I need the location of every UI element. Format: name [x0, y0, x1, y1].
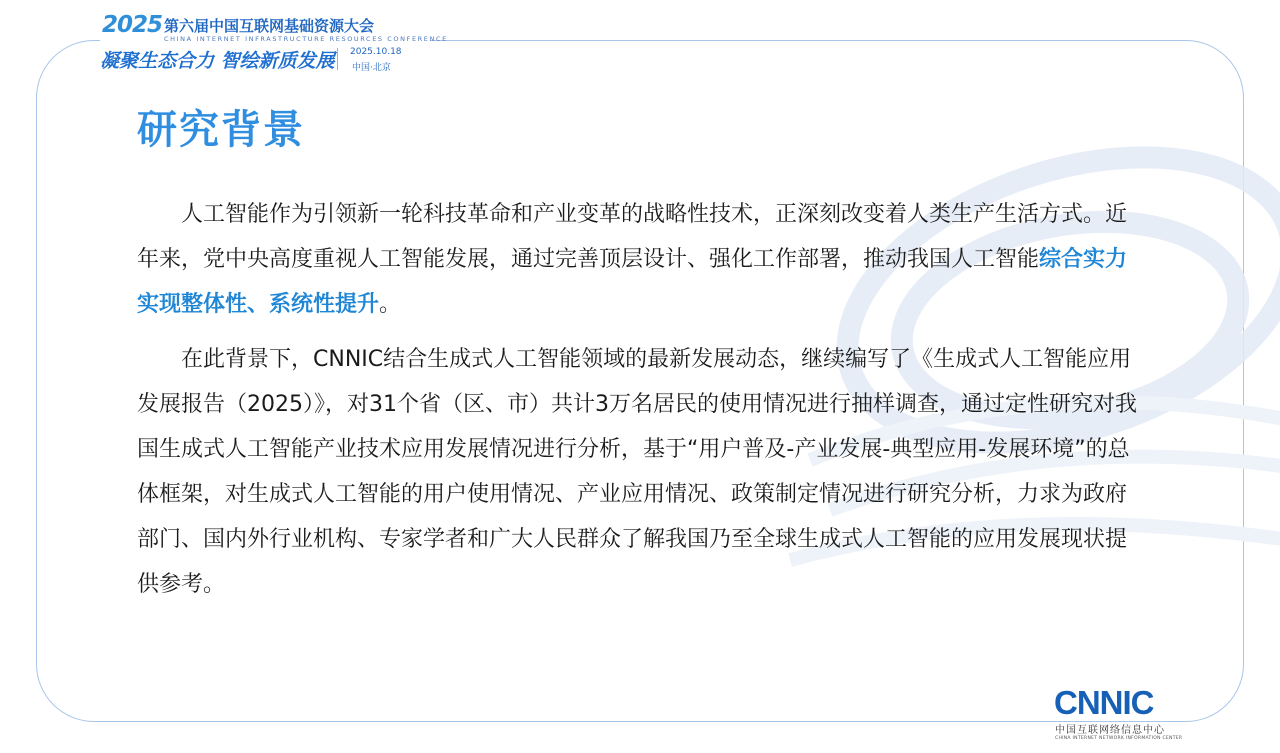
conference-date: 2025.10.18 — [350, 47, 402, 57]
conference-divider — [337, 48, 338, 70]
conference-year: 2025 — [102, 12, 163, 38]
logo-english-name: CHINA INTERNET NETWORK INFORMATION CENTER — [1055, 736, 1183, 741]
conference-title: 第六届中国互联网基础资源大会 — [164, 17, 375, 35]
paragraph-1-text: 人工智能作为引领新一轮科技革命和产业变革的战略性技术，正深刻改变着人类生产生活方式。近年来，党中央高度重视人工智能发展，通过完善顶层设计、强化工作部署，推动我国人工智能 — [137, 202, 1128, 272]
logo-chinese-name: 中国互联网络信息中心 — [1055, 725, 1165, 736]
conference-header — [100, 12, 448, 74]
cnnic-logo — [1052, 686, 1187, 746]
paragraph-1 — [137, 192, 1147, 327]
conference-title-en: CHINA INTERNET INFRASTRUCTURE RESOURCES CONFERENCE — [164, 35, 448, 43]
conference-slogan: 凝聚生态合力 智绘新质发展 — [100, 50, 335, 72]
logo-wordmark: CNNIC — [1054, 684, 1154, 721]
paragraph-1-end: 。 — [379, 292, 402, 317]
body-text — [137, 192, 1147, 607]
paragraph-2: 在此背景下，CNNIC结合生成式人工智能领域的最新发展动态，继续编写了《生成式人工智能应用发展报告（2025）》，对31个省（区、市）共计3万名居民的使用情况进行抽样调查，通过定性研究对我国生成式人工智能产业技术应用发展情况进行分析，基于“用户普及-产业发展-典型应用-发展环境”的总体框架，对生成式人工智能的用户使用情况、产业应用情况、政策制定情况进行研究分析，力求为政府部门、国内外行业机构、专家学者和广大人民群众了解我国乃至全球生成式人工智能的应用发展现状提供参考。 — [137, 347, 1137, 597]
page-title: 研究背景 — [137, 106, 305, 153]
paragraph-1-highlight: 综合实力实现整体性、系统性提升 — [137, 247, 1128, 317]
conference-location: 中国·北京 — [352, 63, 391, 73]
